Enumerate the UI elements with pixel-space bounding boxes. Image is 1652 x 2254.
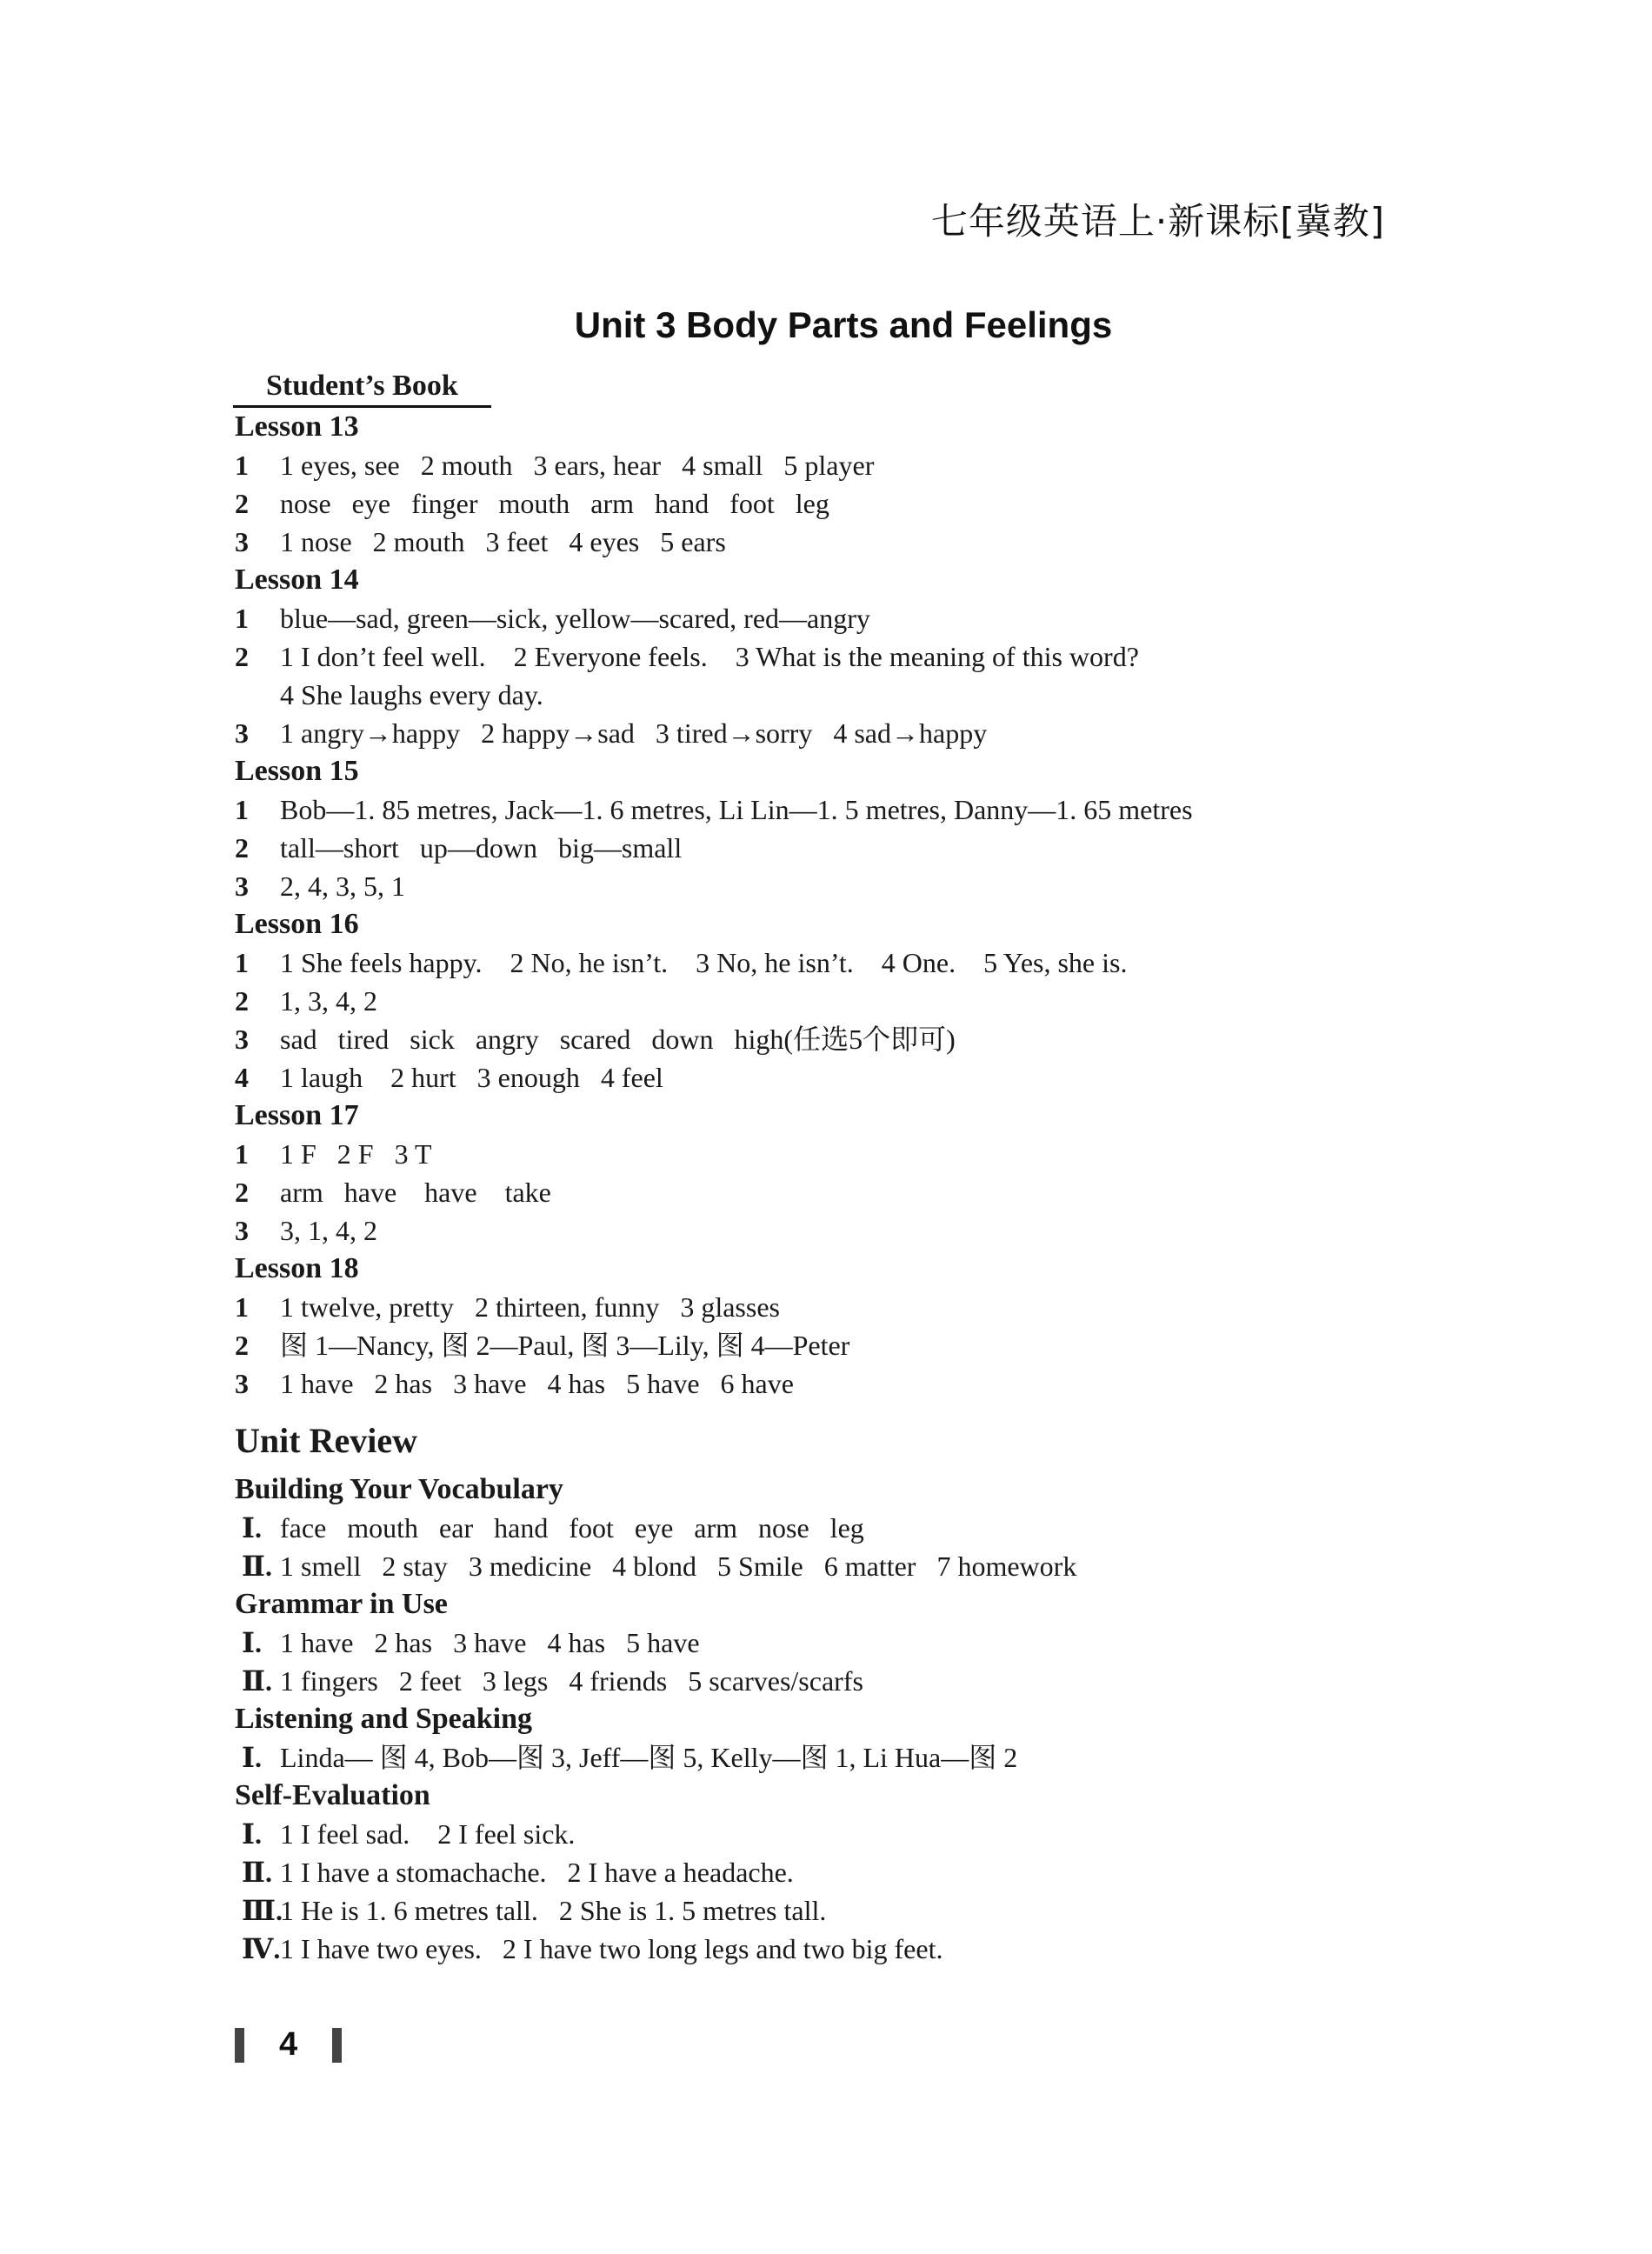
answer-row bbox=[235, 867, 1452, 905]
question-number: 1 bbox=[235, 794, 249, 825]
review-row bbox=[235, 1891, 1452, 1930]
review-section-heading: Grammar in Use bbox=[235, 1588, 448, 1620]
answer-text: 1 twelve, pretty 2 thirteen, funny 3 glasses bbox=[280, 1291, 780, 1323]
lesson-block bbox=[235, 1250, 1452, 1403]
review-section bbox=[235, 1585, 1452, 1700]
answer-content bbox=[235, 370, 1452, 1968]
footer-bar-right bbox=[332, 2028, 342, 2063]
review-section-heading: Building Your Vocabulary bbox=[235, 1473, 563, 1505]
roman-number: Ⅱ. bbox=[242, 1550, 272, 1582]
answer-text: sad tired sick angry scared down high(任选5个即可) bbox=[280, 1024, 956, 1055]
roman-number: Ⅱ. bbox=[242, 1857, 272, 1888]
answer-row bbox=[235, 714, 1452, 752]
answer-text: Linda— 图 4, Bob—图 3, Jeff—图 5, Kelly—图 1, Li Hua—图 2 bbox=[280, 1742, 1018, 1773]
answer-row bbox=[235, 1020, 1452, 1058]
answer-text: 1 laugh 2 hurt 3 enough 4 feel bbox=[280, 1062, 663, 1093]
answer-row bbox=[235, 1288, 1452, 1326]
answer-text: 1 smell 2 stay 3 medicine 4 blond 5 Smile 6 matter 7 homework bbox=[280, 1550, 1077, 1582]
answer-text: 1 eyes, see 2 mouth 3 ears, hear 4 small 5 player bbox=[280, 450, 875, 481]
review-section-heading: Listening and Speaking bbox=[235, 1703, 533, 1735]
question-number: 1 bbox=[235, 1138, 249, 1170]
review-row bbox=[235, 1509, 1452, 1547]
answer-row bbox=[235, 446, 1452, 484]
answer-row bbox=[235, 1364, 1452, 1403]
question-number: 1 bbox=[235, 603, 249, 634]
unit-title: Unit 3 Body Parts and Feelings bbox=[574, 304, 1113, 345]
roman-number: Ⅰ. bbox=[242, 1818, 262, 1850]
answer-row bbox=[235, 637, 1452, 676]
question-number: 2 bbox=[235, 1330, 249, 1361]
answer-text: 1 have 2 has 3 have 4 has 5 have bbox=[280, 1627, 700, 1658]
page-footer bbox=[235, 2026, 342, 2064]
unit-review-title: Unit Review bbox=[235, 1421, 417, 1460]
lesson-heading: Lesson 14 bbox=[235, 564, 359, 596]
question-number: 1 bbox=[235, 947, 249, 978]
answer-row bbox=[235, 484, 1452, 523]
lesson-heading: Lesson 13 bbox=[235, 410, 359, 443]
answer-text: 1 She feels happy. 2 No, he isn’t. 3 No, he isn’t. 4 One. 5 Yes, she is. bbox=[280, 947, 1128, 978]
answer-text: tall—short up—down big—small bbox=[280, 832, 683, 864]
lesson-block bbox=[235, 561, 1452, 752]
answer-text: 1 nose 2 mouth 3 feet 4 eyes 5 ears bbox=[280, 526, 726, 557]
question-number: 2 bbox=[235, 832, 249, 864]
answer-text: 1 angry→happy 2 happy→sad 3 tired→sorry 4 sad→happy bbox=[280, 717, 988, 749]
answer-text: 1, 3, 4, 2 bbox=[280, 985, 377, 1017]
question-number: 3 bbox=[235, 717, 249, 749]
lesson-heading: Lesson 16 bbox=[235, 908, 359, 940]
lesson-block bbox=[235, 905, 1452, 1097]
question-number: 2 bbox=[235, 488, 249, 519]
answer-row bbox=[235, 829, 1452, 867]
answer-row bbox=[235, 599, 1452, 637]
answer-text: Bob—1. 85 metres, Jack—1. 6 metres, Li Lin—1. 5 metres, Danny—1. 65 metres bbox=[280, 794, 1193, 825]
answer-row bbox=[235, 1211, 1452, 1250]
question-number: 3 bbox=[235, 526, 249, 557]
roman-number: Ⅱ. bbox=[242, 1665, 272, 1697]
review-row bbox=[235, 1547, 1452, 1585]
answer-text: arm have have take bbox=[280, 1177, 551, 1208]
lesson-heading: Lesson 17 bbox=[235, 1099, 359, 1131]
roman-number: Ⅲ. bbox=[242, 1895, 283, 1926]
question-number: 3 bbox=[235, 1024, 249, 1055]
answer-text: 1 I don’t feel well. 2 Everyone feels. 3 What is the meaning of this word? bbox=[280, 641, 1139, 672]
answer-text: 1 F 2 F 3 T bbox=[280, 1138, 432, 1170]
lesson-heading: Lesson 15 bbox=[235, 755, 359, 787]
answer-text: 1 have 2 has 3 have 4 has 5 have 6 have bbox=[280, 1368, 794, 1399]
question-number: 1 bbox=[235, 450, 249, 481]
answer-row bbox=[235, 1135, 1452, 1173]
answer-text: 3, 1, 4, 2 bbox=[280, 1215, 377, 1246]
answer-text: 1 I have a stomachache. 2 I have a headache. bbox=[280, 1857, 794, 1888]
answer-text: 1 fingers 2 feet 3 legs 4 friends 5 scarves/scarfs bbox=[280, 1665, 863, 1697]
answer-text: 1 I feel sad. 2 I feel sick. bbox=[280, 1818, 576, 1850]
review-section bbox=[235, 1470, 1452, 1585]
lesson-block bbox=[235, 408, 1452, 561]
lesson-heading: Lesson 18 bbox=[235, 1252, 359, 1284]
review-section-heading: Self-Evaluation bbox=[235, 1779, 430, 1811]
footer-bar-left bbox=[235, 2028, 244, 2063]
question-number: 3 bbox=[235, 1215, 249, 1246]
question-number: 4 bbox=[235, 1062, 249, 1093]
answer-row bbox=[235, 982, 1452, 1020]
review-row bbox=[235, 1930, 1452, 1968]
question-number: 3 bbox=[235, 1368, 249, 1399]
lessons-list bbox=[235, 408, 1452, 1403]
book-header: 七年级英语上·新课标[冀教] bbox=[930, 200, 1385, 243]
answer-text: 1 I have two eyes. 2 I have two long legs and two big feet. bbox=[280, 1933, 943, 1964]
answer-text: 图 1—Nancy, 图 2—Paul, 图 3—Lily, 图 4—Peter bbox=[280, 1330, 850, 1361]
review-section bbox=[235, 1700, 1452, 1777]
lesson-block bbox=[235, 752, 1452, 905]
roman-number: Ⅰ. bbox=[242, 1627, 262, 1658]
review-row bbox=[235, 1815, 1452, 1853]
roman-number: Ⅳ. bbox=[242, 1933, 281, 1964]
students-book-heading: Student’s Book bbox=[233, 370, 491, 408]
answer-text: face mouth ear hand foot eye arm nose leg bbox=[280, 1512, 864, 1544]
unit-review-list bbox=[235, 1470, 1452, 1968]
answer-text: 1 He is 1. 6 metres tall. 2 She is 1. 5 metres tall. bbox=[280, 1895, 827, 1926]
answer-row bbox=[235, 1058, 1452, 1097]
answer-row bbox=[235, 1173, 1452, 1211]
answer-row bbox=[235, 523, 1452, 561]
answer-continuation: 4 She laughs every day. bbox=[280, 679, 543, 710]
answer-text: nose eye finger mouth arm hand foot leg bbox=[280, 488, 829, 519]
review-section bbox=[235, 1777, 1452, 1968]
answer-row bbox=[235, 1326, 1452, 1364]
answer-row bbox=[235, 790, 1452, 829]
roman-number: Ⅰ. bbox=[242, 1512, 262, 1544]
answer-text: blue—sad, green—sick, yellow—scared, red—angry bbox=[280, 603, 870, 634]
question-number: 3 bbox=[235, 870, 249, 902]
review-row bbox=[235, 1738, 1452, 1777]
question-number: 2 bbox=[235, 1177, 249, 1208]
question-number: 1 bbox=[235, 1291, 249, 1323]
roman-number: Ⅰ. bbox=[242, 1742, 262, 1773]
question-number: 2 bbox=[235, 985, 249, 1017]
review-row bbox=[235, 1853, 1452, 1891]
lesson-block bbox=[235, 1097, 1452, 1250]
question-number: 2 bbox=[235, 641, 249, 672]
page-number: 4 bbox=[279, 2026, 298, 2063]
answer-row bbox=[235, 944, 1452, 982]
review-row bbox=[235, 1624, 1452, 1662]
review-row bbox=[235, 1662, 1452, 1700]
answer-text: 2, 4, 3, 5, 1 bbox=[280, 870, 405, 902]
